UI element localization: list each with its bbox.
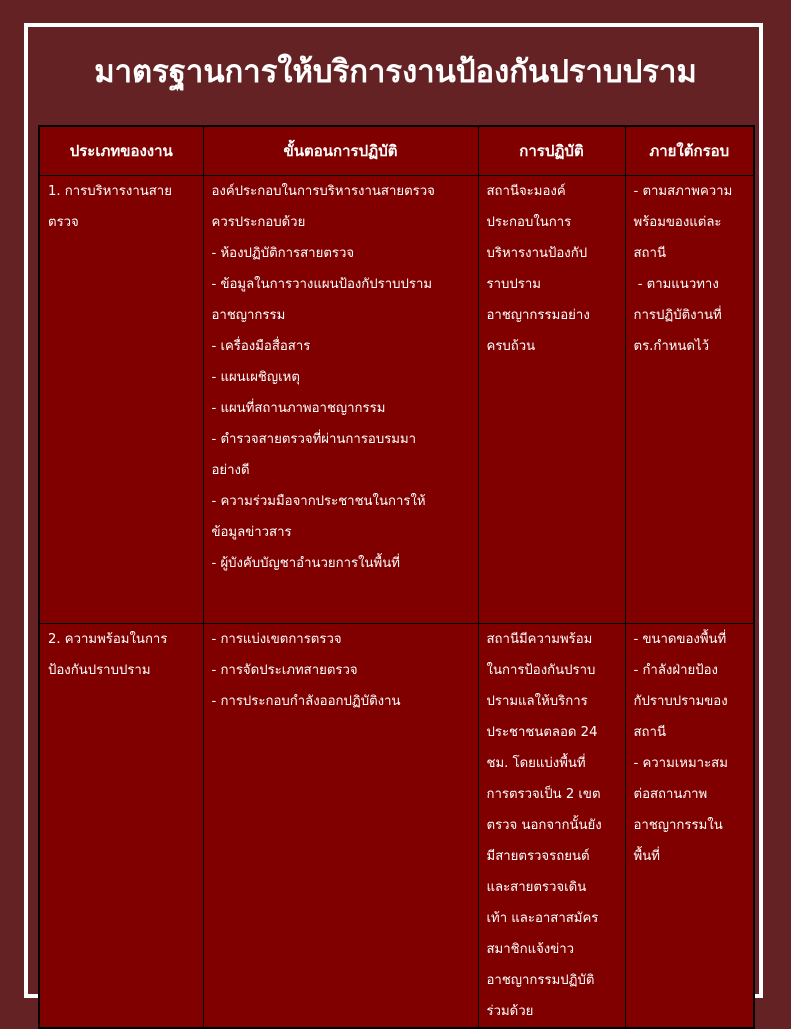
cell-line: - การจัดประเภทสายตรวจ: [211, 662, 358, 678]
cell-line: ควรประกอบด้วย: [211, 214, 306, 230]
cell-line: มีสายตรวจรถยนต์: [486, 848, 590, 864]
cell-line: - การประกอบกำลังออกปฏิบัติงาน: [211, 693, 401, 709]
cell-line: - ข้อมูลในการวางแผนป้องกัปราบปราม: [211, 276, 433, 292]
cell-line: - ห้องปฏิบัติการสายตรวจ: [211, 245, 355, 261]
cell-line: ในการป้องกันปราบ: [486, 662, 596, 678]
cell-line: - ตำรวจสายตรวจที่ผ่านการอบรมมา: [211, 431, 417, 447]
cell-practice: [478, 175, 625, 623]
header-work-type: ประเภทของงาน: [39, 126, 203, 175]
cell-practice: [478, 623, 625, 1028]
cell-line: ราบปราม: [486, 276, 541, 292]
cell-line: 1. การบริหารงานสาย: [48, 183, 172, 199]
cell-line: ชม. โดยแบ่งพื้นที่: [486, 755, 586, 771]
cell-line: สถานี: [633, 724, 666, 740]
cell-procedure: [203, 623, 478, 1028]
cell-line: ประชาชนตลอด 24: [486, 724, 598, 740]
header-framework: ภายใต้กรอบ: [625, 126, 754, 175]
cell-line: ร่วมด้วย: [486, 1003, 534, 1019]
cell-line: บริหารงานป้องกัป: [486, 245, 588, 261]
cell-line: - ความร่วมมือจากประชาชนในการให้: [211, 493, 426, 509]
cell-line: - ผู้บังคับบัญชาอำนวยการในพื้นที่: [211, 555, 400, 571]
cell-line: อาชญากรรมใน: [633, 817, 723, 833]
cell-line: กัปราบปรามของ: [633, 693, 728, 709]
cell-line: สถานี: [633, 245, 666, 261]
cell-line: การปฏิบัติงานที่: [633, 307, 722, 323]
cell-line: ต่อสถานภาพ: [633, 786, 708, 802]
table-row: [39, 623, 754, 1028]
cell-line: พร้อมของแต่ละ: [633, 214, 722, 230]
cell-line: และสายตรวจเดิน: [486, 879, 587, 895]
table-row: [39, 175, 754, 623]
service-standards-table: [38, 125, 755, 1029]
cell-line: สมาชิกแจ้งข่าว: [486, 941, 575, 957]
cell-line: - การแบ่งเขตการตรวจ: [211, 631, 342, 647]
cell-line: ข้อมูลข่าวสาร: [211, 524, 292, 540]
cell-line: อาชญากรรม: [211, 307, 286, 323]
cell-framework: [625, 175, 754, 623]
cell-line: - ขนาดของพื้นที่: [633, 631, 727, 647]
cell-line: ตรวจ: [48, 214, 79, 230]
cell-line: - ความเหมาะสม: [633, 755, 728, 771]
cell-work-type: [39, 623, 203, 1028]
cell-work-type: [39, 175, 203, 623]
table-header-row: [39, 126, 754, 175]
cell-line: - เครื่องมือสื่อสาร: [211, 338, 311, 354]
cell-line: สถานีจะมองค์: [486, 183, 566, 199]
cell-framework: [625, 623, 754, 1028]
cell-line: อาชญากรรมปฏิบัติ: [486, 972, 595, 988]
cell-line: - แผนเผชิญเหตุ: [211, 369, 300, 385]
cell-line: องค์ประกอบในการบริหารงานสายตรวจ: [211, 183, 435, 199]
cell-line: ประกอบในการ: [486, 214, 572, 230]
cell-line: พื้นที่: [633, 848, 660, 864]
header-procedure: ขั้นตอนการปฏิบัติ: [203, 126, 478, 175]
cell-line: - ตามแนวทาง: [633, 276, 719, 292]
header-practice: การปฏิบัติ: [478, 126, 625, 175]
cell-line: 2. ความพร้อมในการ: [48, 631, 168, 647]
cell-line: การตรวจเป็น 2 เขต: [486, 786, 601, 802]
cell-line: ตรวจ นอกจากนั้นยัง: [486, 817, 602, 833]
cell-line: - ตามสภาพความ: [633, 183, 733, 199]
cell-procedure: [203, 175, 478, 623]
cell-line: ตร.กำหนดไว้: [633, 338, 710, 354]
cell-line: อย่างดี: [211, 462, 250, 478]
cell-line: อาชญากรรมอย่าง: [486, 307, 590, 323]
cell-line: ป้องกันปราบปราม: [48, 662, 151, 678]
cell-line: ครบถ้วน: [486, 338, 536, 354]
cell-line: สถานีมีความพร้อม: [486, 631, 593, 647]
cell-line: - แผนที่สถานภาพอาชญากรรม: [211, 400, 386, 416]
cell-line: ปรามแลให้บริการ: [486, 693, 588, 709]
cell-line: เท้า และอาสาสมัคร: [486, 910, 599, 926]
cell-line: - กำลังฝ่ายป้อง: [633, 662, 718, 678]
page-title: มาตรฐานการให้บริการงานป้องกันปราบปราม: [94, 54, 697, 90]
